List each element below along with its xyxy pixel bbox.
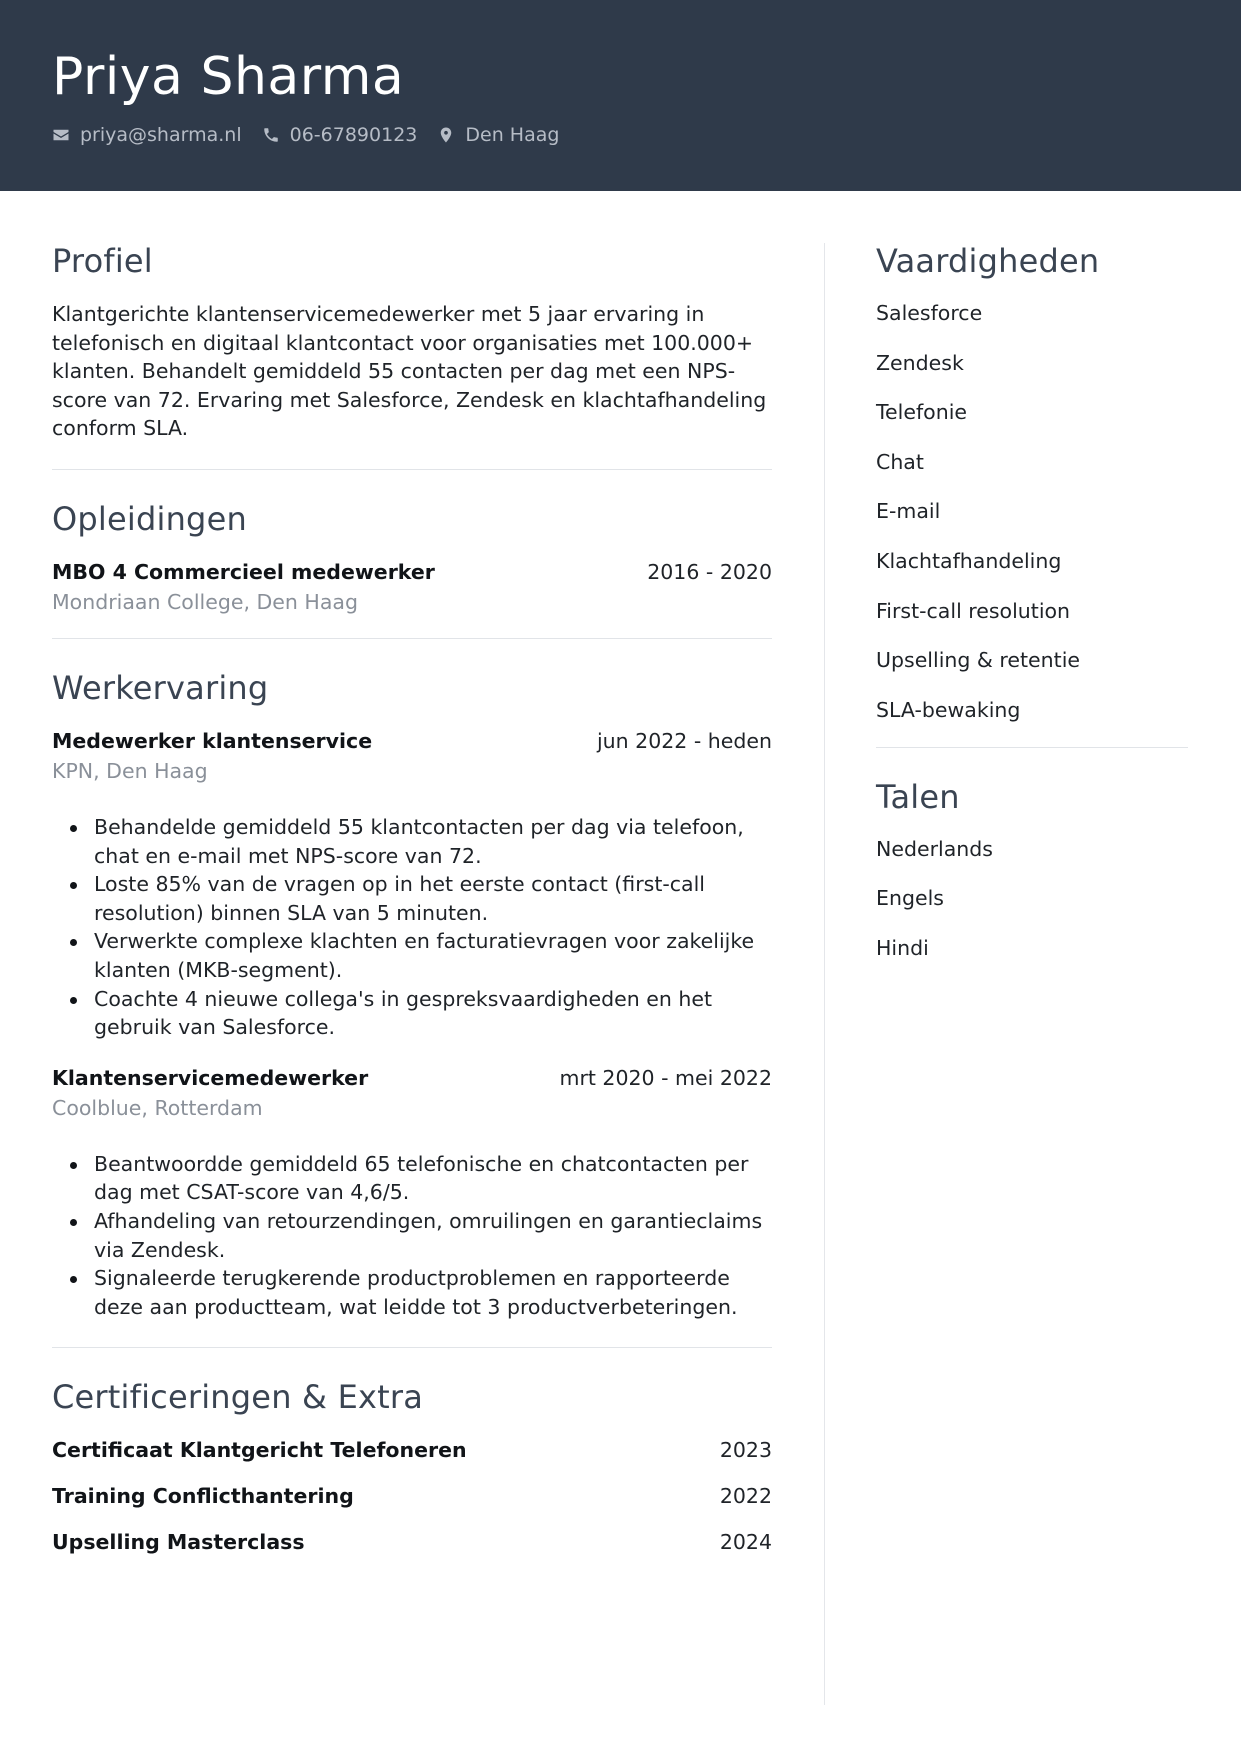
skill-item: Klachtafhandeling: [876, 548, 1062, 573]
certification-year: 2023: [719, 1438, 772, 1463]
skill-item: Telefonie: [876, 400, 968, 425]
skill-item: Chat: [876, 449, 924, 474]
location-contact: [437, 124, 559, 146]
language-item: Engels: [876, 886, 944, 911]
experience-item: [52, 729, 772, 1042]
language-item: Hindi: [876, 935, 929, 960]
profile-section: [52, 240, 772, 443]
bullet-item: Verwerkte complexe klachten en facturatievragen voor zakelijke klanten (MKB-segment).: [52, 927, 772, 984]
bullet-item: Coachte 4 nieuwe collega's in gespreksvaardigheden en het gebruik van Salesforce.: [52, 985, 772, 1042]
envelope-icon: [52, 126, 70, 144]
bullet-item: Afhandeling van retourzendingen, omruilingen en garantieclaims via Zendesk.: [52, 1207, 772, 1264]
job-title: Medewerker klantenservice: [52, 728, 373, 753]
profile-text: Klantgerichte klantenservicemedewerker met 5 jaar ervaring in telefonisch en digitaal klantcontact voor organisaties met 100.000+ klanten. Behandelt gemiddeld 55 contacten per dag met een NPS-score van 72. Ervaring met Salesforce, Zendesk en klachtafhandeling conform SLA.: [52, 302, 767, 441]
resume-header: [0, 0, 1241, 191]
section-divider: [52, 638, 772, 639]
section-divider: [876, 747, 1188, 748]
certification-title: Upselling Masterclass: [52, 1530, 305, 1555]
skill-item: E-mail: [876, 499, 941, 524]
job-date: mrt 2020 - mei 2022: [559, 1065, 772, 1090]
column-divider: [824, 243, 825, 1705]
certification-year: 2024: [719, 1530, 772, 1555]
skill-item: Salesforce: [876, 301, 983, 325]
education-date: 2016 - 2020: [647, 559, 772, 584]
certification-item: [52, 1484, 772, 1508]
phone-icon: [262, 126, 280, 144]
skill-item: Upselling & retentie: [876, 648, 1080, 673]
skill-item: Zendesk: [876, 350, 964, 375]
experience-heading: Werkervaring: [52, 668, 269, 707]
phone-contact[interactable]: [262, 124, 418, 146]
education-item: [52, 560, 772, 614]
languages-section: [876, 776, 1188, 985]
skill-item: First-call resolution: [876, 598, 1071, 623]
section-divider: [52, 469, 772, 470]
contact-info: [52, 122, 579, 148]
sidebar-column: [876, 240, 1188, 985]
profile-heading: Profiel: [52, 242, 153, 280]
certification-title: Training Conflicthantering: [52, 1484, 354, 1509]
bullet-item: Signaleerde terugkerende productproblemen en rapporteerde deze aan productteam, wat leidde tot 3 productverbeteringen.: [52, 1264, 772, 1321]
email-text: priya@sharma.nl: [80, 124, 242, 146]
skills-list: [876, 300, 1188, 725]
certifications-heading: Certificeringen & Extra: [52, 1378, 424, 1417]
certification-item: [52, 1438, 772, 1462]
main-column: [52, 240, 772, 1554]
job-date: jun 2022 - heden: [596, 728, 772, 753]
certification-year: 2022: [719, 1484, 772, 1509]
education-heading: Opleidingen: [52, 499, 247, 538]
job-bullets: [52, 813, 772, 1042]
language-item: Nederlands: [876, 836, 993, 861]
map-pin-icon: [437, 126, 455, 144]
certifications-section: [52, 1376, 772, 1554]
job-title: Klantenservicemedewerker: [52, 1065, 369, 1090]
job-company: KPN, Den Haag: [52, 758, 208, 783]
bullet-item: Behandelde gemiddeld 55 klantcontacten per dag via telefoon, chat en e-mail met NPS-score van 72.: [52, 813, 772, 870]
certification-title: Certificaat Klantgericht Telefoneren: [52, 1438, 467, 1463]
skills-section: [876, 240, 1188, 725]
skill-item: SLA-bewaking: [876, 697, 1021, 722]
candidate-name: Priya Sharma: [52, 47, 405, 107]
section-divider: [52, 1347, 772, 1348]
bullet-item: Beantwoordde gemiddeld 65 telefonische en chatcontacten per dag met CSAT-score van 4,6/5.: [52, 1150, 772, 1207]
experience-item: [52, 1066, 772, 1322]
certification-item: [52, 1530, 772, 1554]
skills-heading: Vaardigheden: [876, 242, 1100, 280]
bullet-item: Loste 85% van de vragen op in het eerste contact (first-call resolution) binnen SLA van 5 minuten.: [52, 870, 772, 927]
email-contact[interactable]: [52, 124, 242, 146]
experience-section: [52, 667, 772, 1321]
phone-text: 06-67890123: [289, 124, 418, 146]
education-title: MBO 4 Commercieel medewerker: [52, 559, 435, 584]
languages-list: [876, 836, 1188, 985]
job-company: Coolblue, Rotterdam: [52, 1095, 263, 1120]
languages-heading: Talen: [876, 777, 960, 816]
education-section: [52, 498, 772, 614]
location-text: Den Haag: [465, 124, 560, 146]
job-bullets: [52, 1150, 772, 1322]
education-institution: Mondriaan College, Den Haag: [52, 589, 358, 614]
